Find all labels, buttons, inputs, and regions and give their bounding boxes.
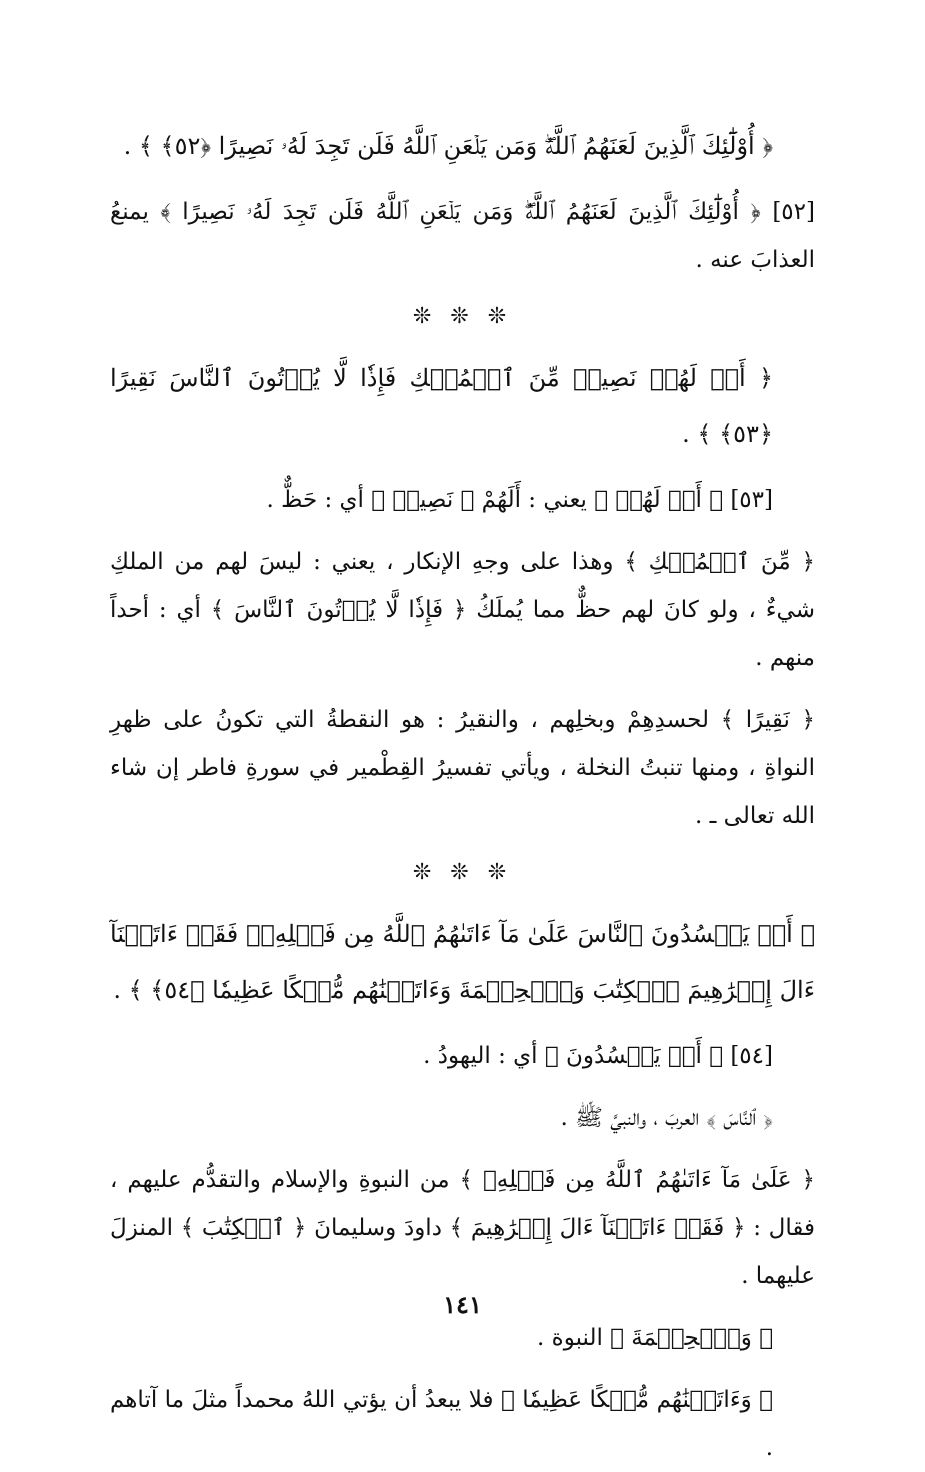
commentary-53-b: ﴿ مِّنَ ٱلۡمُلۡكِ ﴾ وهذا على وجهِ الإنكار ، يعني : ليسَ لهم من الملكِ شيءٌ ، ولو كانَ لهم حظٌّ مما يُملَكُ ﴿ فَإِذٗا لَّا يُؤۡتُونَ ٱلنَّاسَ ﴾ أي : أحداً منهم . — [110, 549, 815, 671]
verse-54: ﴿ أَمۡ يَحۡسُدُونَ ٱلنَّاسَ عَلَىٰ مَآ ءَاتَىٰهُمُ ٱللَّهُ مِن فَضۡلِهِۦۖ فَقَدۡ ءَاتَيۡنَآ ءَالَ إِبۡرَٰهِيمَ ٱلۡكِتَٰبَ وَٱلۡحِكۡمَةَ وَءَاتَيۡنَٰهُم مُّلۡكًا عَظِيمٗا ﴿٥٤﴾ ﴾ . — [110, 920, 815, 1004]
commentary-53-a: [٥٣] ﴿ أَمۡ لَهُمۡ ﴾ يعني : أَلَهُمْ ﴿ نَصِيبٞ ﴾ أي : حَظٌّ . — [266, 487, 773, 513]
commentary-54-b: ﴿ ٱلنَّاسَ ﴾ العربَ ، والنبيَّ ﷺ . — [560, 1105, 773, 1131]
commentary-53-c: ﴿ نَقِيرًا ﴾ لحسدِهِمْ وبخلِهم ، والنقيرُ : هو النقطةُ التي تكونُ على ظهرِ النواةِ ، ومنها تنبتُ النخلة ، ويأتي تفسيرُ القِطْمير في سورةِ فاطر إن شاء الله تعالى ـ . — [110, 707, 815, 829]
commentary-52: [٥٢] ﴿ أُوْلَٰٓئِكَ ٱلَّذِينَ لَعَنَهُمُ ٱللَّهُۖ وَمَن يَلۡعَنِ ٱللَّهُ فَلَن تَجِدَ لَهُۥ نَصِيرًا ﴾ يمنعُ العذابَ عنه . — [110, 199, 815, 273]
page-number: ١٤١ — [443, 1290, 482, 1319]
commentary-54-a: [٥٤] ﴿ أَمۡ يَحۡسُدُونَ ﴾ أي : اليهودُ . — [423, 1043, 773, 1069]
commentary-54-c: ﴿ عَلَىٰ مَآ ءَاتَىٰهُمُ ٱللَّهُ مِن فَضۡلِهِۦ ﴾ من النبوةِ والإسلام والتقدُّم عليهم ، فقال : ﴿ فَقَدۡ ءَاتَيۡنَآ ءَالَ إِبۡرَٰهِيمَ ﴾ داودَ وسليمانَ ﴿ ٱلۡكِتَٰبَ ﴾ المنزلَ عليهما . — [110, 1167, 815, 1289]
section-separator: ❊ ❊ ❊ — [412, 860, 513, 885]
verse-52: ﴿ أُوْلَٰٓئِكَ ٱلَّذِينَ لَعَنَهُمُ ٱللَّهُۖ وَمَن يَلۡعَنِ ٱللَّهُ فَلَن تَجِدَ لَهُۥ نَصِيرًا ﴿٥٢﴾ ﴾ . — [123, 132, 773, 160]
commentary-54-e: ﴿ وَءَاتَيۡنَٰهُم مُّلۡكًا عَظِيمٗا ﴾ فلا يبعدُ أن يؤتي اللهُ محمداً مثلَ ما آتاهم . — [110, 1387, 773, 1461]
verse-53: ﴿ أَمۡ لَهُمۡ نَصِيبٞ مِّنَ ٱلۡمُلۡكِ فَإِذٗا لَّا يُؤۡتُونَ ٱلنَّاسَ نَقِيرًا ﴿٥٣﴾ ﴾ . — [110, 364, 773, 448]
section-separator: ❊ ❊ ❊ — [412, 304, 513, 329]
commentary-54-d: ﴿ وَٱلۡحِكۡمَةَ ﴾ النبوة . — [537, 1325, 773, 1351]
